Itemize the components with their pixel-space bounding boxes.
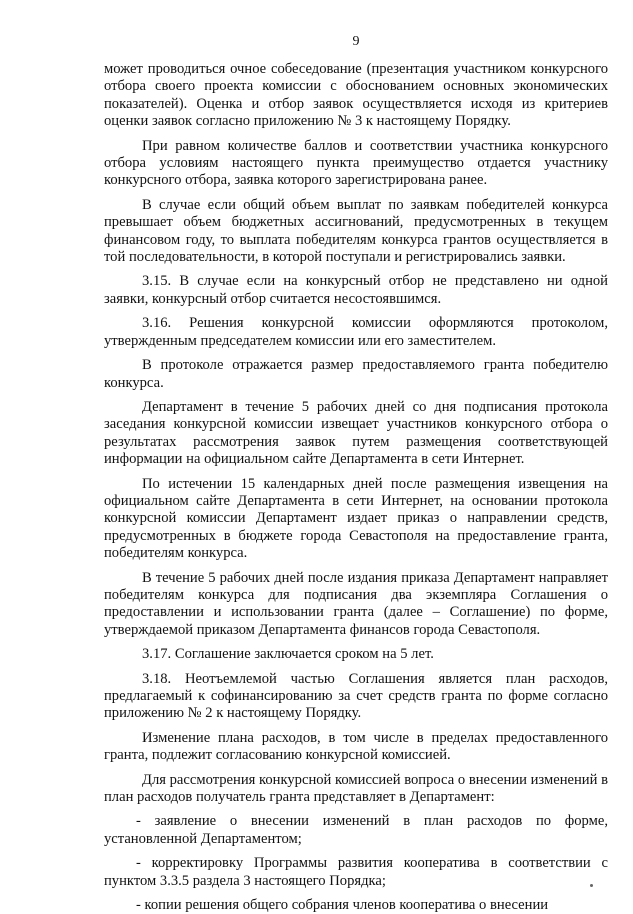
page-number: 9 (352, 34, 360, 49)
paragraph-3-15: 3.15. В случае если на конкурсный отбор не представлено ни одной заявки, конкурсный отбор считается несостоявшимся. (104, 273, 608, 307)
paragraph-equal-score-rule: При равном количестве баллов и соответствии участника конкурсного отбора условиям настоящего пункта преимущество отдается участнику конкурсного отбора, заявка которого зарегистрирована ранее. (104, 137, 608, 189)
paragraph-plan-change-documents: Для рассмотрения конкурсной комиссией вопроса о внесении изменений в план расходов получатель гранта представляет в Департамент: (104, 771, 608, 806)
paragraph-order-issuance: По истечении 15 календарных дней после размещения извещения на официальном сайте Департамента в сети Интернет, на основании протокола конкурсной комиссии Департамент издает приказ о направлении средств, предусмотренных в бюджете города Севастополя на предоставление гранта, победителям конкурса. (104, 475, 608, 562)
list-item-program-correction: - корректировку Программы развития кооператива в соответствии с пунктом 3.3.5 раздела 3 настоящего Порядка; (104, 855, 608, 889)
scan-speck (590, 884, 593, 887)
list-item-meeting-decision: - копии решения общего собрания членов кооператива о внесении (136, 897, 549, 914)
paragraph-protocol-grant-size: В протоколе отражается размер предоставляемого гранта победителю конкурса. (104, 357, 608, 391)
list-item-application: - заявление о внесении изменений в план расходов по форме, установленной Департаментом; (104, 813, 608, 847)
paragraph-agreement-sending: В течение 5 рабочих дней после издания приказа Департамент направляет победителям конкурса для подписания два экземпляра Соглашения о предоставлении и использовании гранта (далее – Соглашение) по форме, утверждаемой приказом Департамента финансов города Севастополя. (104, 569, 608, 638)
paragraph-3-18: 3.18. Неотъемлемой частью Соглашения является план расходов, предлагаемый к софинансированию за счет средств гранта по форме согласно приложению № 2 к настоящему Порядку. (104, 670, 608, 722)
paragraph-3-16: 3.16. Решения конкурсной комиссии оформляются протоколом, утвержденным председателем комиссии или его заместителем. (104, 315, 608, 349)
paragraph-plan-change: Изменение плана расходов, в том числе в пределах предоставленного гранта, подлежит согласованию конкурсной комиссией. (104, 729, 608, 764)
paragraph-evaluation-criteria: может проводиться очное собеседование (презентация участником конкурсного отбора своего проекта комиссии с обоснованием основных экономических показателей). Оценка и отбор заявок осуществляется исходя из критериев оценки заявок согласно приложению № 3 к настоящему Порядку. (104, 61, 608, 130)
paragraph-notification: Департамент в течение 5 рабочих дней со дня подписания протокола заседания конкурсной комиссии извещает участников конкурсного отбора о результатах рассмотрения заявок путем размещения соответствующей информации на официальном сайте Департамента в сети Интернет. (104, 398, 608, 468)
paragraph-budget-excess-rule: В случае если общий объем выплат по заявкам победителей конкурса превышает объем бюджетных ассигнований, предусмотренных в текущем финансовом году, то выплата победителям конкурса грантов осуществляется в той последовательности, в которой поступали и регистрировались заявки. (104, 196, 608, 266)
paragraph-3-17: 3.17. Соглашение заключается сроком на 5 лет. (142, 646, 434, 663)
